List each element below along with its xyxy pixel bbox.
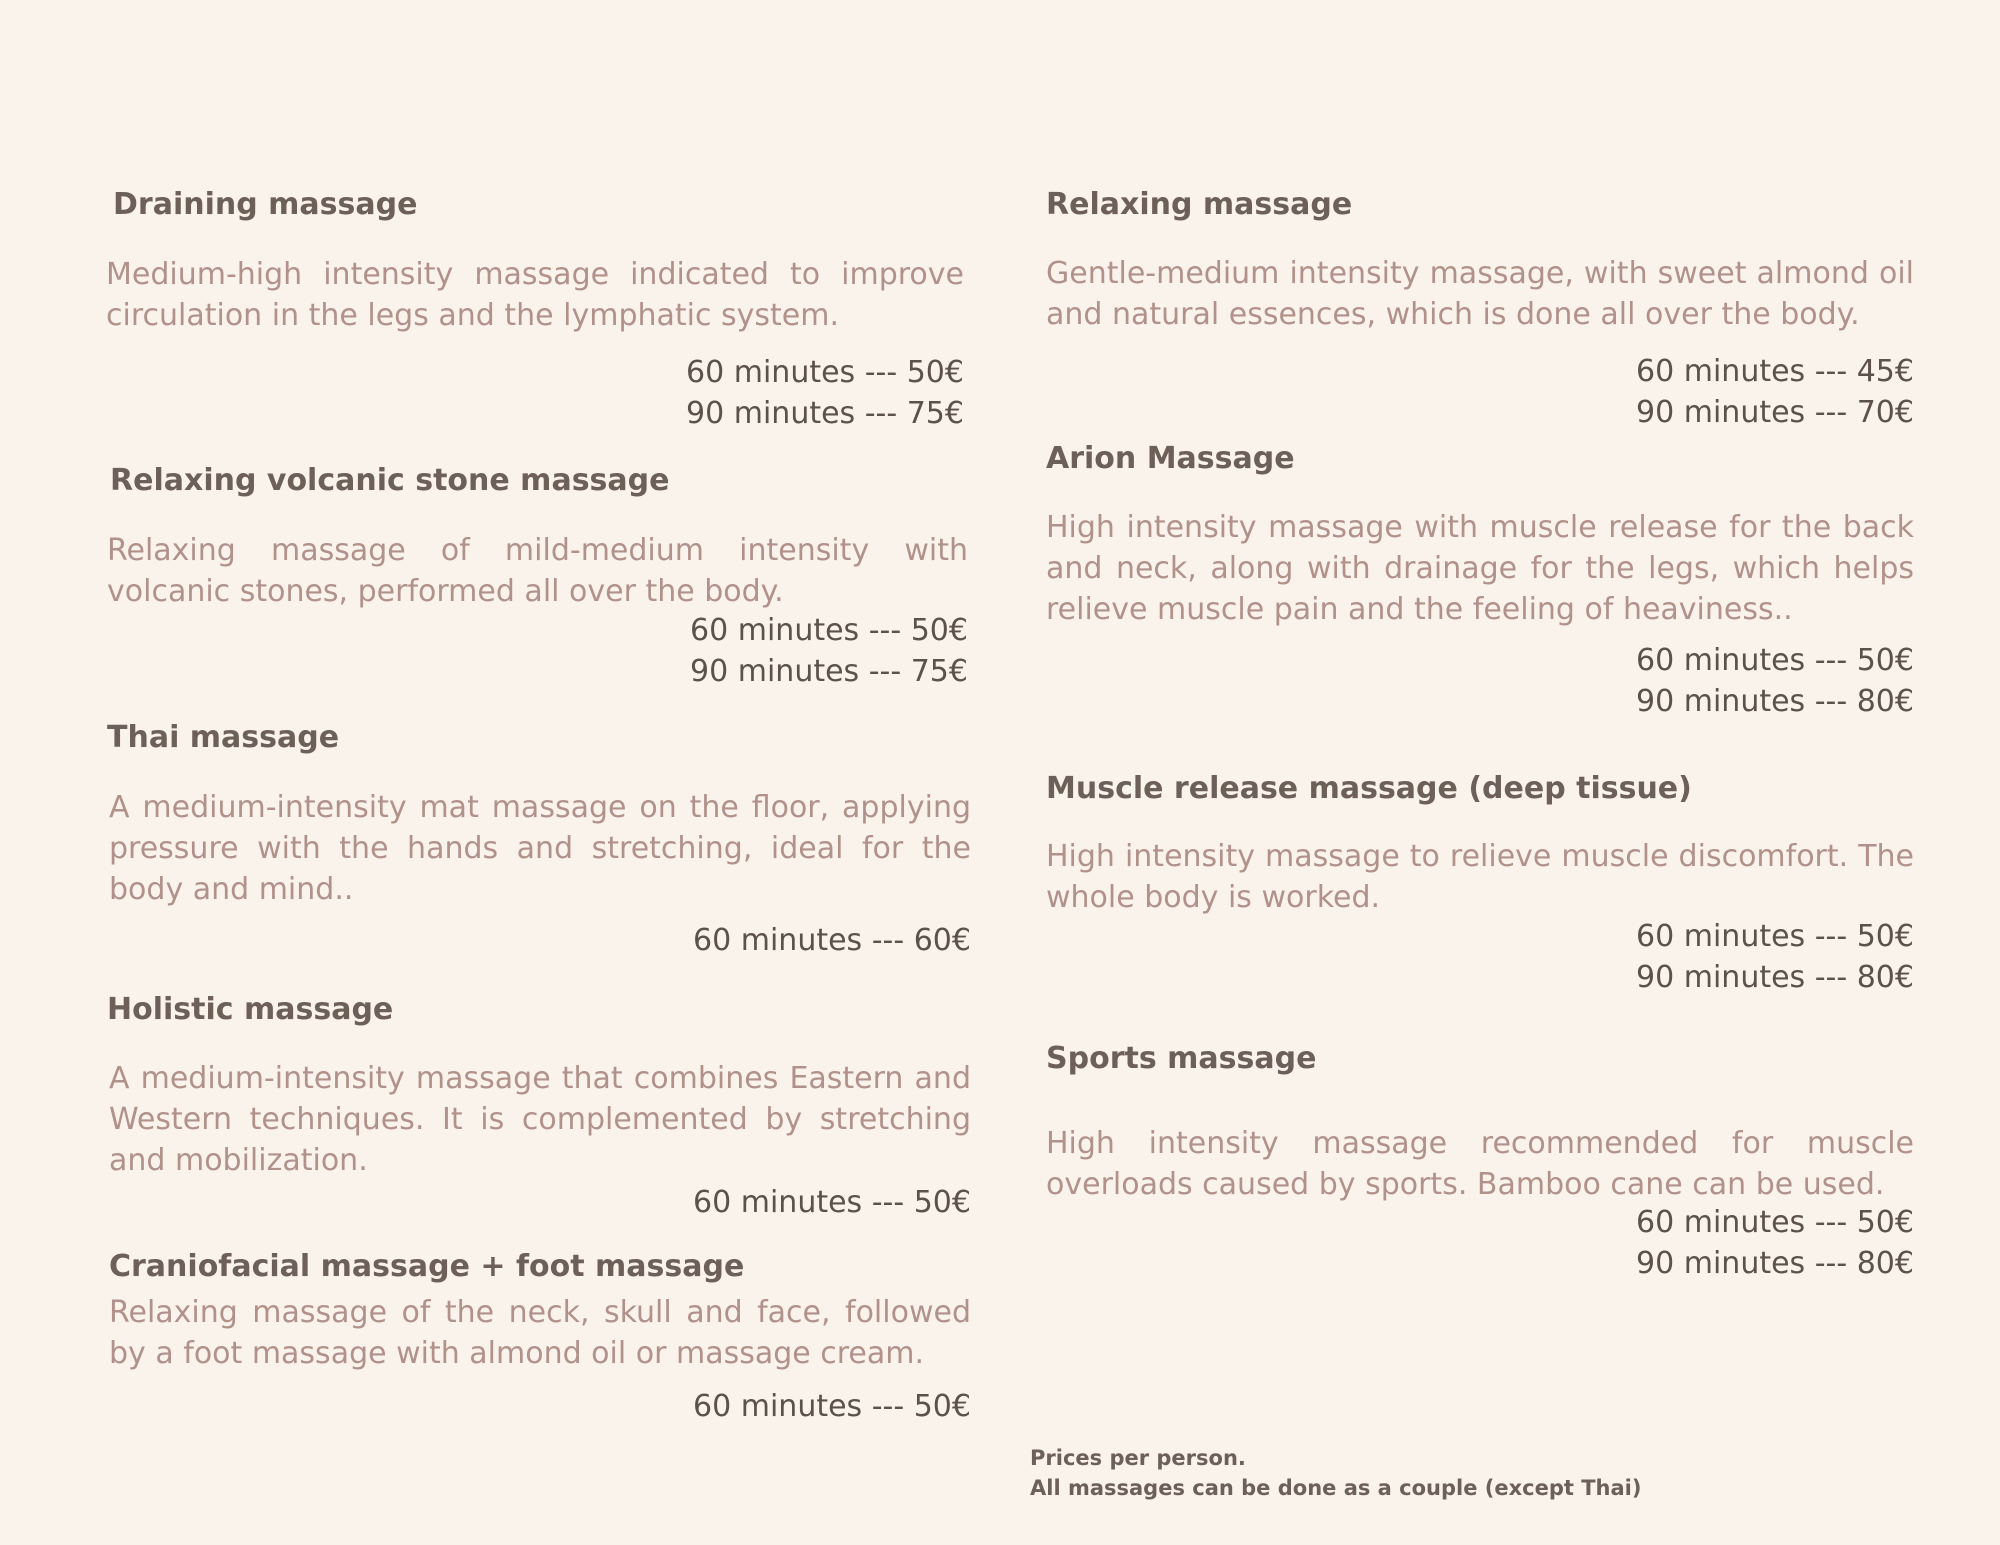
massage-description: High intensity massage to relieve muscle discomfort. The whole body is worked. xyxy=(1046,839,1914,915)
price-list xyxy=(1636,351,1914,433)
price-list xyxy=(1636,916,1914,998)
massage-description: Relaxing massage of mild-medium intensity with volcanic stones, performed all over the body. xyxy=(107,533,968,609)
price-line: 60 minutes --- 50€ xyxy=(1636,1205,1914,1240)
price-line: 60 minutes --- 50€ xyxy=(1636,919,1914,954)
massage-item-muscle-release xyxy=(1046,770,1914,1010)
massage-item-relaxing xyxy=(1046,186,1914,436)
massage-title: Muscle release massage (deep tissue) xyxy=(1046,771,1692,806)
massage-title: Draining massage xyxy=(113,187,418,222)
price-list xyxy=(690,610,968,692)
price-line: 90 minutes --- 80€ xyxy=(1636,960,1914,995)
price-line: 90 minutes --- 75€ xyxy=(690,654,968,689)
massage-title: Relaxing massage xyxy=(1046,187,1353,222)
massage-title: Thai massage xyxy=(107,720,340,755)
massage-item-arion xyxy=(1046,440,1914,720)
massage-item-holistic xyxy=(107,991,971,1221)
price-line: 60 minutes --- 50€ xyxy=(686,355,964,390)
massage-title: Holistic massage xyxy=(107,992,394,1027)
massage-description: Gentle-medium intensity massage, with sweet almond oil and natural essences, which is done all over the body. xyxy=(1046,256,1914,332)
price-line: 60 minutes --- 50€ xyxy=(690,613,968,648)
footer-line-prices: Prices per person. xyxy=(1030,1446,1246,1470)
massage-item-thai xyxy=(107,719,971,959)
price-line: 60 minutes --- 50€ xyxy=(1636,643,1914,678)
price-list xyxy=(1636,640,1914,722)
massage-description: High intensity massage recommended for muscle overloads caused by sports. Bamboo cane can be used. xyxy=(1046,1126,1914,1202)
massage-description: A medium-intensity mat massage on the floor, applying pressure with the hands and stretching, ideal for the body and mind.. xyxy=(109,790,971,907)
price-line: 60 minutes --- 45€ xyxy=(1636,354,1914,389)
massage-description: A medium-intensity massage that combines Eastern and Western techniques. It is complemented by stretching and mobilization. xyxy=(109,1061,971,1178)
massage-title: Craniofacial massage + foot massage xyxy=(109,1249,745,1284)
price-list xyxy=(686,352,964,434)
massage-title: Sports massage xyxy=(1046,1041,1317,1076)
price-line: 90 minutes --- 75€ xyxy=(686,396,964,431)
price-line: 60 minutes --- 50€ xyxy=(693,1389,971,1424)
price-list xyxy=(1636,1202,1914,1284)
right-column xyxy=(1000,0,2000,1545)
price-line: 60 minutes --- 50€ xyxy=(693,1185,971,1220)
massage-item-volcanic-stone xyxy=(107,462,968,692)
massage-title: Relaxing volcanic stone massage xyxy=(110,463,670,498)
price-list xyxy=(693,1182,971,1223)
footer-line-couples: All massages can be done as a couple (except Thai) xyxy=(1030,1476,1642,1500)
price-line: 90 minutes --- 80€ xyxy=(1636,1246,1914,1281)
massage-description: Relaxing massage of the neck, skull and face, followed by a foot massage with almond oil or massage cream. xyxy=(109,1295,971,1371)
price-list xyxy=(693,920,971,961)
massage-item-draining xyxy=(106,186,964,436)
price-line: 90 minutes --- 80€ xyxy=(1636,684,1914,719)
massage-item-craniofacial xyxy=(109,1248,971,1428)
massage-description: Medium-high intensity massage indicated to improve circulation in the legs and the lymphatic system. xyxy=(106,257,964,333)
price-line: 90 minutes --- 70€ xyxy=(1636,395,1914,430)
massage-item-sports xyxy=(1046,1040,1914,1290)
price-line: 60 minutes --- 60€ xyxy=(693,923,971,958)
price-list xyxy=(693,1386,971,1427)
massage-description: High intensity massage with muscle release for the back and neck, along with drainage for the legs, which helps relieve muscle pain and the feeling of heaviness.. xyxy=(1046,510,1914,627)
footer-note xyxy=(1030,1443,1641,1503)
massage-title: Arion Massage xyxy=(1046,441,1295,476)
